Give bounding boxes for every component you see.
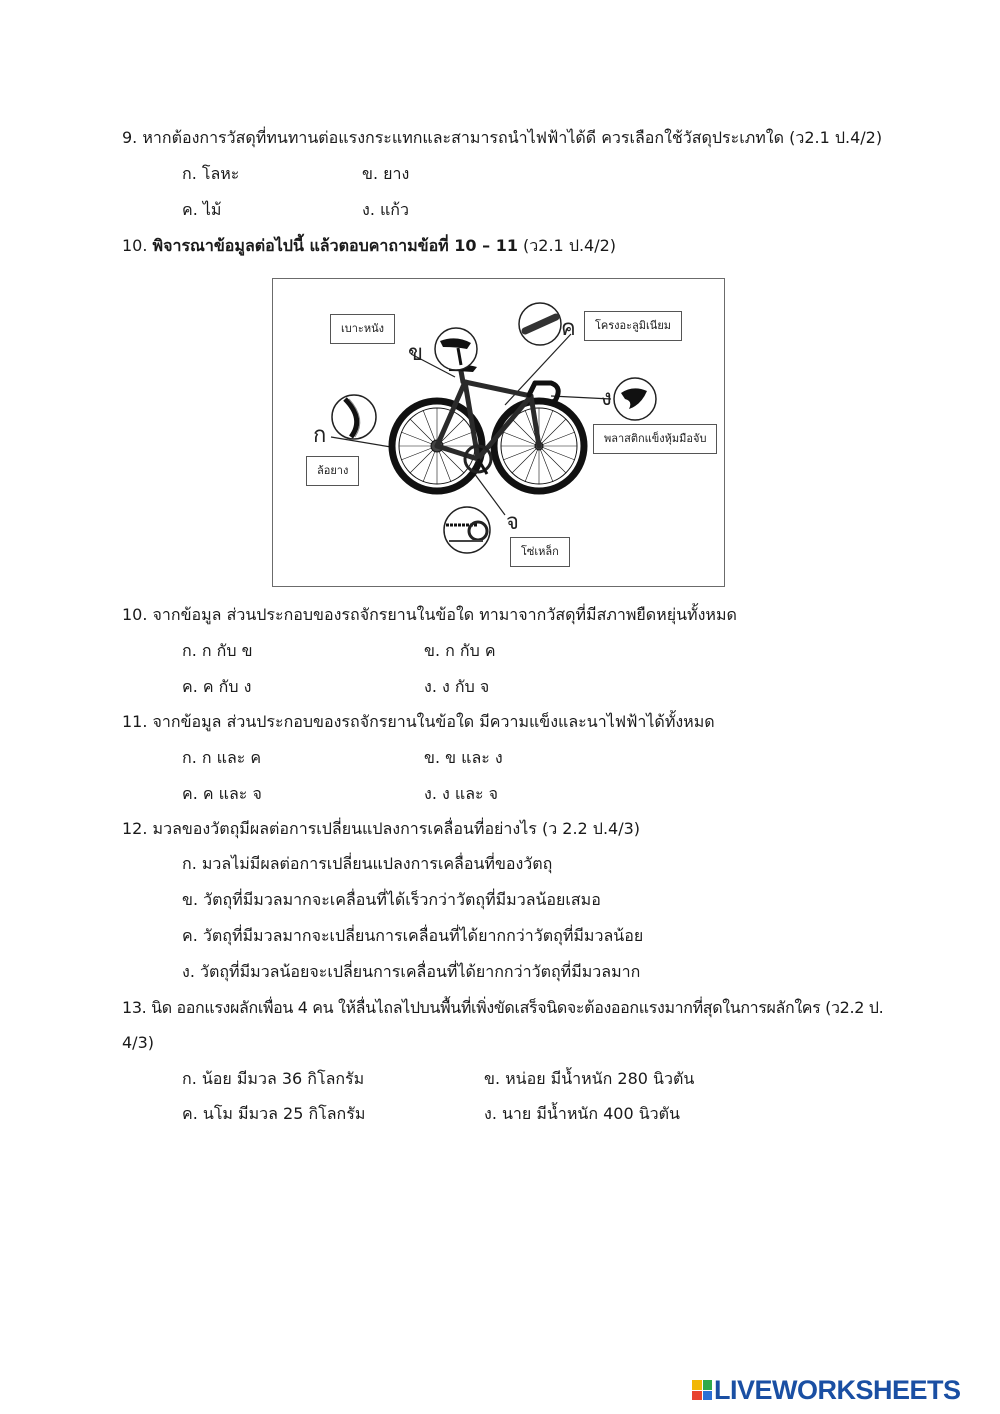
seat-inset — [435, 328, 477, 370]
q12-option-c: ค. วัตถุที่มีมวลมากจะเปลี่ยนการเคลื่อนที่ได้ยากกว่าวัตถุที่มีมวลน้อย — [182, 926, 644, 945]
question-13-line-2: 4/3) — [122, 1033, 154, 1052]
handle-inset — [614, 378, 656, 420]
q10-option-d: ง. ง กับ จ — [424, 677, 490, 696]
question-11: 11. จากข้อมูล ส่วนประกอบของรถจักรยานในข้อใด มีความแข็งและนาไฟฟ้าได้ทั้งหมด — [122, 712, 715, 731]
frame-inset — [519, 303, 561, 345]
chain-inset — [444, 507, 490, 553]
letter-d: ง — [601, 386, 612, 411]
letter-e: จ — [506, 510, 519, 535]
q10-option-c: ค. ค กับ ง — [182, 677, 252, 696]
q9-option-b: ข. ยาง — [362, 164, 410, 183]
label-frame: โครงอะลูมิเนียม — [584, 311, 682, 341]
q11-option-c: ค. ค และ จ — [182, 784, 262, 803]
bicycle-figure — [272, 278, 725, 587]
question-10: 10. จากข้อมูล ส่วนประกอบของรถจักรยานในข้อใด ทามาจากวัสดุที่มีสภาพยืดหยุ่นทั้งหมด — [122, 605, 737, 624]
q9-option-c: ค. ไม้ — [182, 200, 222, 219]
logo-square-yellow — [692, 1380, 702, 1390]
q12-option-d: ง. วัตถุที่มีมวลน้อยจะเปลี่ยนการเคลื่อนที่ได้ยากกว่าวัตถุที่มีมวลมาก — [182, 962, 641, 981]
q11-option-a: ก. ก และ ค — [182, 748, 262, 767]
wheel-inset — [332, 395, 376, 439]
q13-option-d: ง. นาย มีน้ำหนัก 400 นิวตัน — [484, 1104, 680, 1123]
logo-square-blue — [703, 1391, 713, 1401]
question-13-line-1: 13. นิด ออกแรงผลักเพื่อน 4 คน ให้ลื่นไถลไปบนพื้นที่เพิ่งขัดเสร็จนิดจะต้องออกแรงมากที่สุดในการผลักใคร (ว2.2 ป. — [122, 998, 884, 1017]
q10-intro-bold: พิจารณาข้อมูลต่อไปนี้ แล้วตอบคาถามข้อที่ 10 – 11 — [152, 236, 518, 255]
letter-b: ข — [408, 341, 424, 366]
q13-option-c: ค. นโม มีมวล 25 กิโลกรัม — [182, 1104, 366, 1123]
question-10-intro — [122, 235, 616, 257]
label-handle: พลาสติกแข็งหุ้มมือจับ — [593, 424, 717, 454]
label-chain: โซ่เหล็ก — [510, 537, 570, 567]
question-9: 9. หากต้องการวัสดุที่ทนทานต่อแรงกระแทกและสามารถนำไฟฟ้าได้ดี ควรเลือกใช้วัสดุประเภทใด (ว2.1 ป.4/2) — [122, 128, 883, 147]
logo-square-red — [692, 1391, 702, 1401]
q11-option-d: ง. ง และ จ — [424, 784, 499, 803]
q10-option-a: ก. ก กับ ข — [182, 641, 253, 660]
label-seat: เบาะหนัง — [330, 314, 395, 344]
q9-option-d: ง. แก้ว — [362, 200, 409, 219]
q12-option-a: ก. มวลไม่มีผลต่อการเปลี่ยนแปลงการเคลื่อนที่ของวัตถุ — [182, 854, 553, 873]
label-wheel: ล้อยาง — [306, 456, 359, 486]
question-12: 12. มวลของวัตถุมีผลต่อการเปลี่ยนแปลงการเคลื่อนที่อย่างไร (ว 2.2 ป.4/3) — [122, 819, 641, 838]
q13-option-a: ก. น้อย มีมวล 36 กิโลกรัม — [182, 1069, 365, 1088]
q10-intro-number: 10. — [122, 236, 153, 255]
liveworksheets-icon — [692, 1380, 712, 1400]
q10-option-b: ข. ก กับ ค — [424, 641, 496, 660]
liveworksheets-logo — [692, 1376, 961, 1404]
q12-option-b: ข. วัตถุที่มีมวลมากจะเคลื่อนที่ได้เร็วกว่าวัตถุที่มีมวลน้อยเสมอ — [182, 890, 601, 909]
liveworksheets-text: LIVEWORKSHEETS — [714, 1374, 961, 1405]
logo-square-green — [703, 1380, 713, 1390]
q10-intro-tail: (ว2.1 ป.4/2) — [517, 236, 617, 255]
letter-a: ก — [313, 423, 327, 448]
q13-option-b: ข. หน่อย มีน้ำหนัก 280 นิวตัน — [484, 1069, 695, 1088]
q9-option-a: ก. โลหะ — [182, 164, 240, 183]
q11-option-b: ข. ข และ ง — [424, 748, 503, 767]
letter-c: ค — [561, 316, 576, 341]
